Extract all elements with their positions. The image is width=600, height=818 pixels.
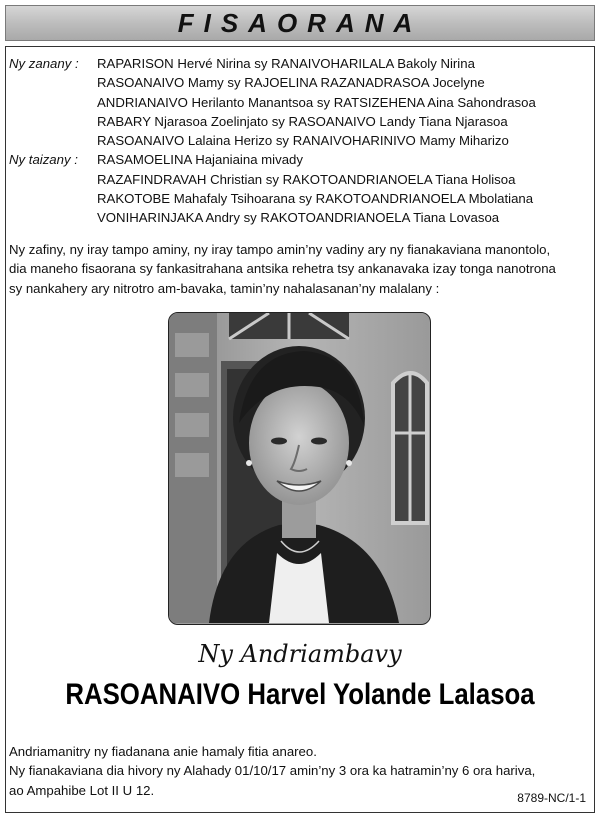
intro-line: dia maneho fisaorana sy fankasitrahana antsika rehetra tsy ankanavaka izay tonga nanotrona — [9, 261, 556, 277]
zanany-name: RASOANAIVO Mamy sy RAJOELINA RAZANADRASOA Jocelyne — [97, 75, 485, 91]
zanany-name: RAPARISON Hervé Nirina sy RANAIVOHARILALA Bakoly Nirina — [97, 56, 475, 71]
honorific-title: Ny Andriambavy — [198, 640, 402, 668]
zanany-name: RABARY Njarasoa Zoelinjato sy RASOANAIVO Landy Tiana Njarasoa — [97, 113, 508, 129]
zanany-row — [9, 93, 591, 112]
zanany-name: RASOANAIVO Lalaina Herizo sy RANAIVOHARINIVO Mamy Miharizo — [97, 133, 509, 149]
zanany-row — [9, 112, 591, 131]
zanany-name: ANDRIANAIVO Herilanto Manantsoa sy RATSIZEHENA Aina Sahondrasoa — [97, 94, 536, 110]
portrait-illustration — [169, 313, 429, 623]
intro-line: sy nankahery ary nitrotro am-bavaka, tamin’ny nahalasanan’ny malalany : — [9, 280, 440, 296]
header-title: FISAORANA — [177, 7, 423, 38]
zanany-row — [9, 73, 591, 92]
taizany-row — [9, 189, 591, 208]
footer-paragraph — [9, 742, 589, 800]
reference-code: 8789-NC/1-1 — [517, 791, 586, 805]
intro-paragraph — [9, 240, 591, 298]
zanany-label: Ny zanany : — [9, 56, 79, 71]
taizany-name: RASAMOELINA Hajaniaina mivady — [97, 152, 303, 168]
taizany-name: RAZAFINDRAVAH Christian sy RAKOTOANDRIANOELA Tiana Holisoa — [97, 171, 516, 187]
footer-line: Ny fianakaviana dia hivory ny Alahady 01/10/17 amin’ny 3 ora ka hatramin’ny 6 ora hariva, — [9, 763, 536, 779]
taizany-name: RAKOTOBE Mahafaly Tsihoarana sy RAKOTOANDRIANOELA Mbolatiana — [97, 191, 534, 207]
zanany-row — [9, 131, 591, 150]
intro-line: Ny zafiny, ny iray tampo aminy, ny iray tampo amin’ny vadiny ary ny fianakaviana manontolo, — [9, 242, 551, 257]
taizany-name: VONIHARINJAKA Andry sy RAKOTOANDRIANOELA Tiana Lovasoa — [97, 210, 500, 226]
zanany-row — [9, 54, 591, 73]
footer-line: Andriamanitry ny fiadanana anie hamaly fitia anareo. — [9, 744, 317, 759]
footer-line: ao Ampahibe Lot II U 12. — [9, 782, 155, 798]
deceased-name: RASOANAIVO Harvel Yolande Lalasoa — [65, 678, 535, 711]
header-bar — [5, 5, 595, 41]
taizany-row — [9, 170, 591, 189]
family-list — [9, 54, 591, 228]
taizany-row — [9, 208, 591, 227]
taizany-label: Ny taizany : — [9, 152, 78, 168]
taizany-row — [9, 150, 591, 169]
portrait-photo — [168, 312, 431, 625]
